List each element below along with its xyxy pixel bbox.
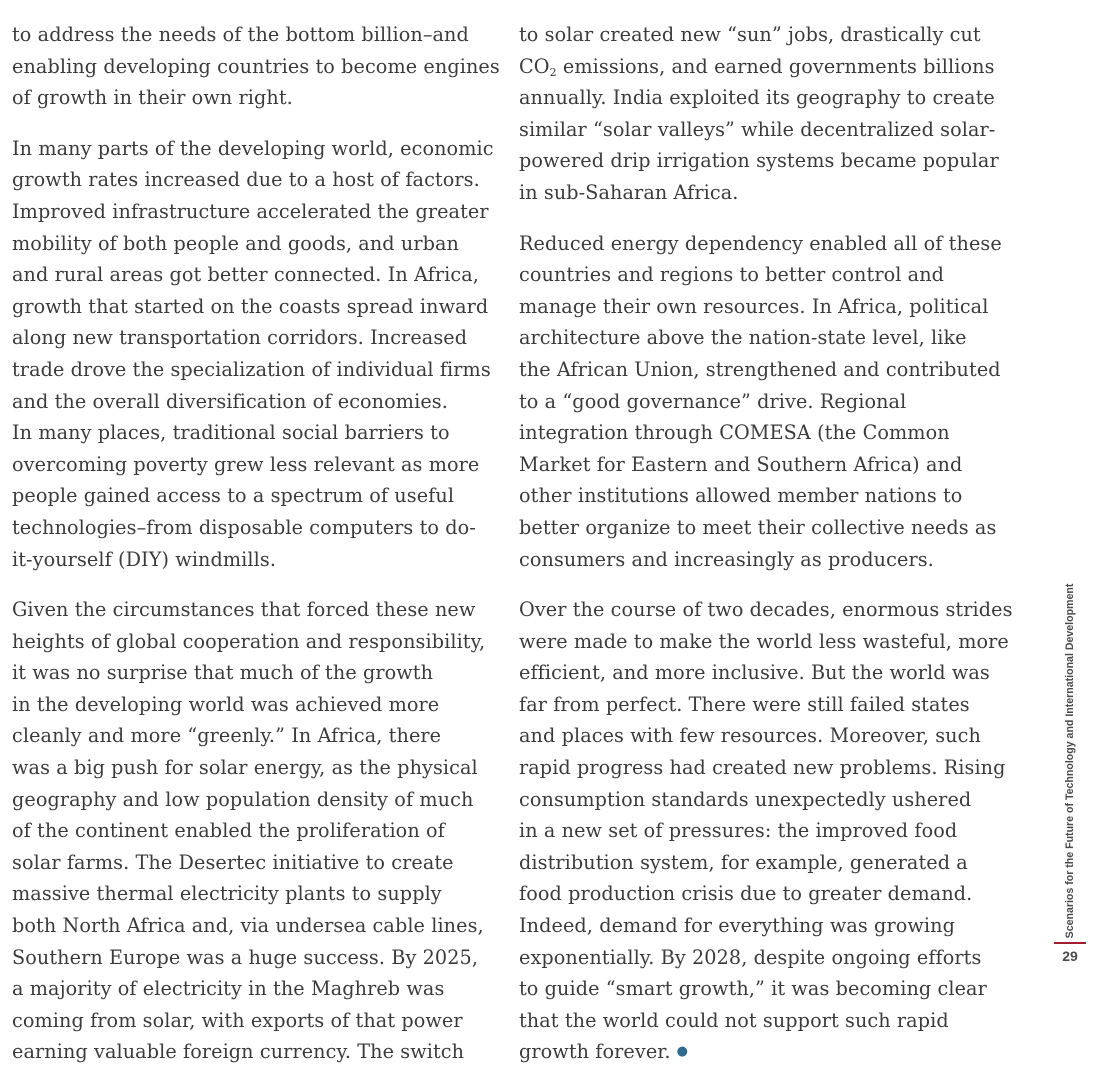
text-line: distribution system, for example, generated a xyxy=(519,850,968,874)
paragraph xyxy=(519,19,999,209)
text-line: Southern Europe was a huge success. By 2025, xyxy=(12,945,479,969)
running-title: Scenarios for the Future of Technology and International Development xyxy=(1064,583,1076,939)
text-line: far from perfect. There were still failed states xyxy=(519,692,970,716)
text-line: other institutions allowed member nations to xyxy=(519,484,963,508)
text-line: both North Africa and, via undersea cable lines, xyxy=(12,914,484,938)
text-line: of growth in their own right. xyxy=(12,86,293,110)
text-line: integration through COMESA (the Common xyxy=(519,421,950,445)
text-line: in sub-Saharan Africa. xyxy=(519,180,739,204)
text-line: it-yourself (DIY) windmills. xyxy=(12,547,277,571)
text-line: Over the course of two decades, enormous strides xyxy=(519,598,1013,622)
paragraph xyxy=(519,228,1002,576)
text-line: efficient, and more inclusive. But the world was xyxy=(519,661,990,685)
text-line: better organize to meet their collective needs as xyxy=(519,515,997,539)
text-line: Improved infrastructure accelerated the greater xyxy=(12,199,489,223)
text-line: were made to make the world less wasteful, more xyxy=(519,629,1009,653)
text-line: was a big push for solar energy, as the physical xyxy=(12,756,478,780)
paragraph xyxy=(519,594,1013,1071)
text-line: along new transportation corridors. Increased xyxy=(12,326,468,350)
text-line: growth that started on the coasts spread inward xyxy=(12,294,489,318)
text-segment: emissions, and earned governments billions xyxy=(556,54,995,78)
text-line: exponentially. By 2028, despite ongoing efforts xyxy=(519,945,982,969)
text-line: overcoming poverty grew less relevant as more xyxy=(12,452,480,476)
text-line: that the world could not support such rapid xyxy=(519,1008,949,1032)
text-line: coming from solar, with exports of that power xyxy=(12,1008,463,1032)
text-line: food production crisis due to greater demand. xyxy=(519,882,973,906)
text-line: a majority of electricity in the Maghreb was xyxy=(12,977,445,1001)
text-line: earning valuable foreign currency. The switch xyxy=(12,1040,465,1064)
text-line: In many places, traditional social barriers to xyxy=(12,421,450,445)
text-line: solar farms. The Desertec initiative to create xyxy=(12,850,454,874)
text-line: Given the circumstances that forced these new xyxy=(12,598,476,622)
text-line xyxy=(519,51,995,83)
running-title-vertical xyxy=(1056,583,1084,939)
text-line: and places with few resources. Moreover, such xyxy=(519,724,981,748)
page-number: 29 xyxy=(1062,948,1078,964)
right-column xyxy=(519,19,1013,1071)
text-line: cleanly and more “greenly.” In Africa, there xyxy=(12,724,442,748)
text-line: geography and low population density of much xyxy=(12,787,474,811)
text-line: to guide “smart growth,” it was becoming clear xyxy=(519,977,987,1001)
text-line: similar “solar valleys” while decentralized solar- xyxy=(519,117,996,141)
text-line xyxy=(519,1036,989,1071)
text-line: consumption standards unexpectedly ushered xyxy=(519,787,972,811)
text-line: technologies–from disposable computers to do- xyxy=(12,515,476,539)
text-line: to address the needs of the bottom billion–and xyxy=(12,23,469,46)
text-line: Indeed, demand for everything was growing xyxy=(519,914,955,938)
text-line: growth rates increased due to a host of factors. xyxy=(12,168,480,192)
paragraph xyxy=(12,594,486,1068)
text-line: architecture above the nation-state level, like xyxy=(519,326,967,350)
text-line: manage their own resources. In Africa, political xyxy=(519,294,989,318)
subscript-2: 2 xyxy=(549,65,557,79)
text-line: rapid progress had created new problems. Rising xyxy=(519,756,1006,780)
text-line: Market for Eastern and Southern Africa) and xyxy=(519,452,963,476)
text-line: people gained access to a spectrum of useful xyxy=(12,484,455,508)
text-segment: growth forever. xyxy=(519,1040,671,1064)
text-line: in the developing world was achieved more xyxy=(12,692,440,716)
text-line: trade drove the specialization of individual firms xyxy=(12,357,491,381)
text-line: to a “good governance” drive. Regional xyxy=(519,389,907,413)
text-line: massive thermal electricity plants to supply xyxy=(12,882,442,906)
text-line: it was no surprise that much of the growth xyxy=(12,661,434,685)
text-line: annually. India exploited its geography to create xyxy=(519,86,995,110)
text-line: enabling developing countries to become engines xyxy=(12,54,500,78)
divider-rule xyxy=(1054,942,1086,944)
text-line: consumers and increasingly as producers. xyxy=(519,547,934,571)
paragraph xyxy=(12,133,494,575)
text-line: countries and regions to better control and xyxy=(519,263,945,287)
text-line: and the overall diversification of economies. xyxy=(12,389,448,413)
left-column xyxy=(12,19,500,1068)
paragraph xyxy=(12,19,500,114)
co2-text: CO xyxy=(519,54,550,78)
text-line: to solar created new “sun” jobs, drastically cut xyxy=(519,23,981,46)
text-line: heights of global cooperation and responsibility, xyxy=(12,629,486,653)
end-of-article-bullet-icon: ● xyxy=(676,1044,689,1060)
text-line: In many parts of the developing world, economic xyxy=(12,136,494,160)
text-line: mobility of both people and goods, and urban xyxy=(12,231,459,255)
text-line: and rural areas got better connected. In Africa, xyxy=(12,263,479,287)
text-line: the African Union, strengthened and contributed xyxy=(519,357,1001,381)
text-line: in a new set of pressures: the improved food xyxy=(519,819,958,843)
text-line: of the continent enabled the proliferation of xyxy=(12,819,445,843)
text-line: powered drip irrigation systems became popular xyxy=(519,149,999,173)
text-line: Reduced energy dependency enabled all of these xyxy=(519,231,1002,255)
